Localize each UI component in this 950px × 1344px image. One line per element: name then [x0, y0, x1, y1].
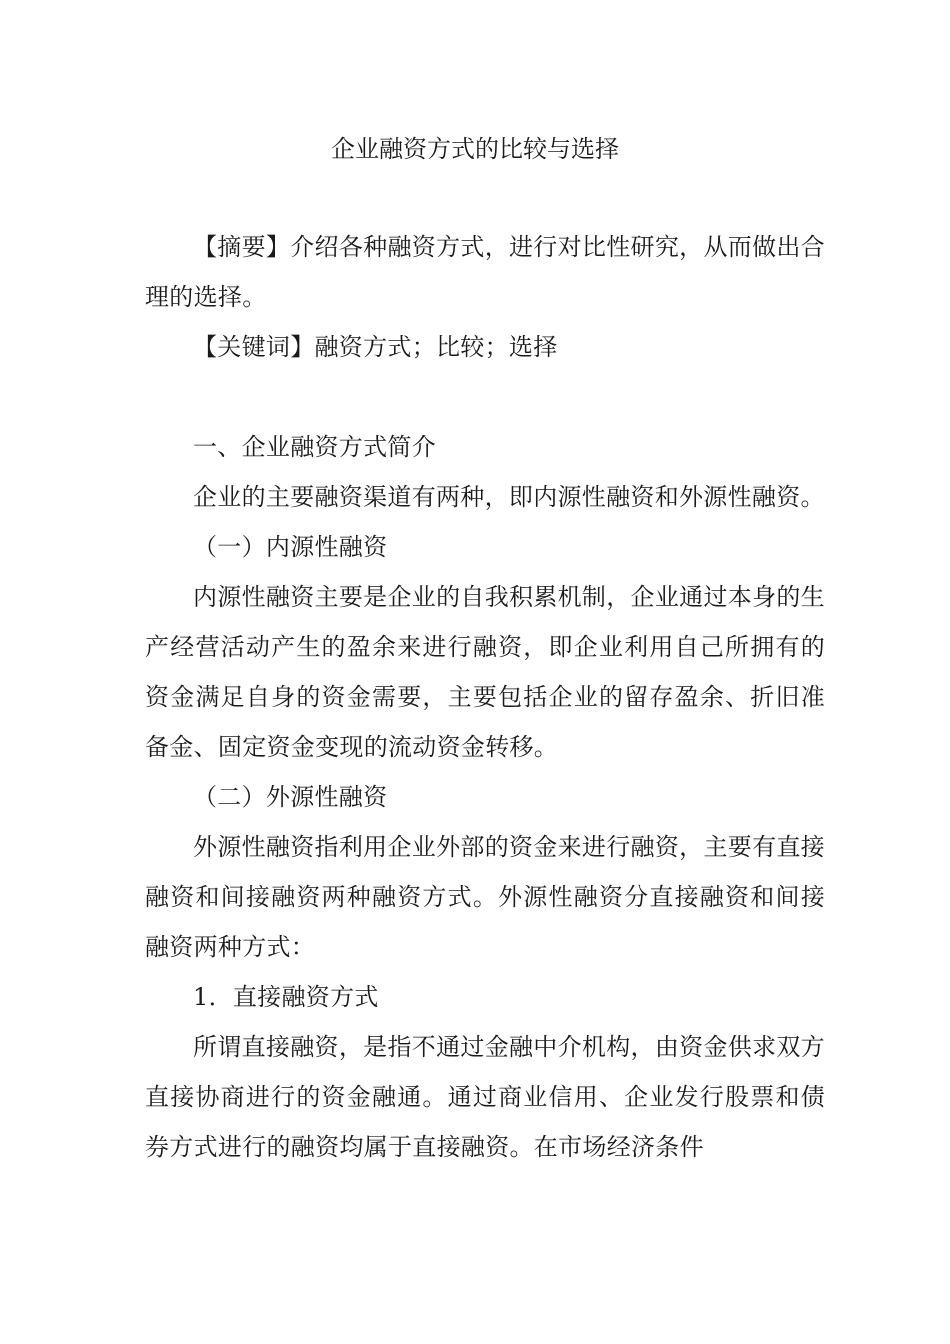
- subsection-heading: （一）内源性融资: [193, 533, 388, 561]
- body-paragraph: 内源性融资主要是企业的自我积累机制，企业通过本身的生产经营活动产生的盈余来进行融资，即企业利用自己所拥有的资金满足自身的资金需要，主要包括企业的留存盈余、折旧准备金、固定资金变现的流动资金转移。: [145, 583, 825, 761]
- subsection-heading: （二）外源性融资: [193, 783, 388, 811]
- document-title: 企业融资方式的比较与选择: [331, 135, 619, 163]
- abstract-paragraph: 【摘要】介绍各种融资方式，进行对比性研究，从而做出合理的选择。: [145, 233, 825, 311]
- document-body: [145, 222, 825, 1172]
- section-heading: 一、企业融资方式简介: [193, 433, 436, 461]
- item-heading: 1．直接融资方式: [193, 983, 379, 1011]
- body-paragraph: 所谓直接融资，是指不通过金融中介机构，由资金供求双方直接协商进行的资金融通。通过商业信用、企业发行股票和债券方式进行的融资均属于直接融资。在市场经济条件: [145, 1033, 825, 1161]
- blank-line: [145, 372, 825, 422]
- body-paragraph: 外源性融资指利用企业外部的资金来进行融资，主要有直接融资和间接融资两种融资方式。外源性融资分直接融资和间接融资两种方式：: [145, 833, 825, 961]
- keywords-paragraph: 【关键词】融资方式；比较；选择: [193, 333, 558, 361]
- body-paragraph: 企业的主要融资渠道有两种，即内源性融资和外源性融资。: [193, 483, 825, 511]
